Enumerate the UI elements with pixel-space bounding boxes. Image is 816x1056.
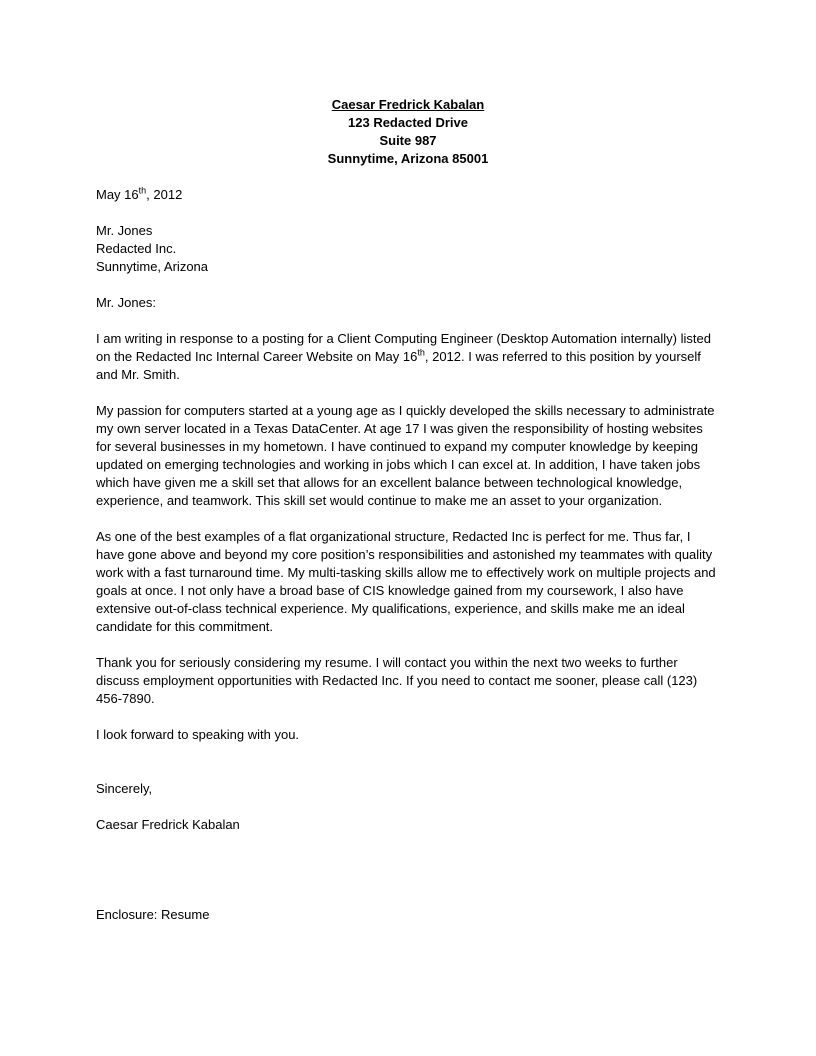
closing: Sincerely, (96, 781, 153, 796)
sender-street: 123 Redacted Drive (348, 115, 468, 130)
recipient-location: Sunnytime, Arizona (96, 259, 209, 274)
recipient-name: Mr. Jones (96, 223, 153, 238)
signature-name: Caesar Fredrick Kabalan (96, 817, 240, 832)
letter-header (96, 96, 720, 168)
letter-date (96, 186, 720, 204)
sender-name: Caesar Fredrick Kabalan (331, 97, 485, 112)
sender-city: Sunnytime, Arizona 85001 (327, 151, 489, 166)
body-paragraph-1 (96, 330, 720, 384)
sender-suite: Suite 987 (379, 133, 437, 148)
body-paragraph-3: As one of the best examples of a flat organizational structure, Redacted Inc is perfect for me. Thus far, I have gone above and beyond my core position’s responsibilities and astonished my teammates with quality work with a fast turnaround time. My multi-tasking skills allow me to effectively work on multiple projects and goals at once. I not only have a broad base of CIS knowledge gained from my coursework, I also have extensive out-of-class technical experience. My qualifications, experience, and skills make me an ideal candidate for this commitment. (96, 529, 716, 634)
salutation: Mr. Jones: (96, 295, 156, 310)
date-suffix: th (138, 185, 147, 196)
paragraph-1-suffix: th (417, 347, 425, 358)
recipient-company: Redacted Inc. (96, 241, 177, 256)
paragraph-1-part-1: I am writing in response to a posting for a Client Computing Engineer (Desktop Automation internally) listed on the Redacted Inc Internal Career Website on May 16 (96, 331, 711, 364)
date-year: , 2012 (146, 187, 183, 202)
enclosure-line: Enclosure: Resume (96, 907, 210, 922)
paragraph-1-part-2: , 2012. I was referred to this position by yourself and Mr. Smith. (96, 349, 701, 382)
letter-page (96, 96, 720, 924)
recipient-block (96, 222, 720, 276)
body-paragraph-5: I look forward to speaking with you. (96, 727, 300, 742)
body-paragraph-4: Thank you for seriously considering my resume. I will contact you within the next two weeks to further discuss employment opportunities with Redacted Inc. If you need to contact me sooner, please call (123) 456-7890. (96, 655, 698, 706)
body-paragraph-2: My passion for computers started at a young age as I quickly developed the skills necessary to administrate my own server located in a Texas DataCenter. At age 17 I was given the responsibility of hosting websites for several businesses in my hometown. I have continued to expand my computer knowledge by keeping updated on emerging technologies and working in jobs which I can excel at. In addition, I have taken jobs which have given me a skill set that allows for an excellent balance between technological knowledge, experience, and teamwork. This skill set would continue to make me an asset to your organization. (96, 403, 715, 508)
date-month-day: May 16 (96, 187, 139, 202)
